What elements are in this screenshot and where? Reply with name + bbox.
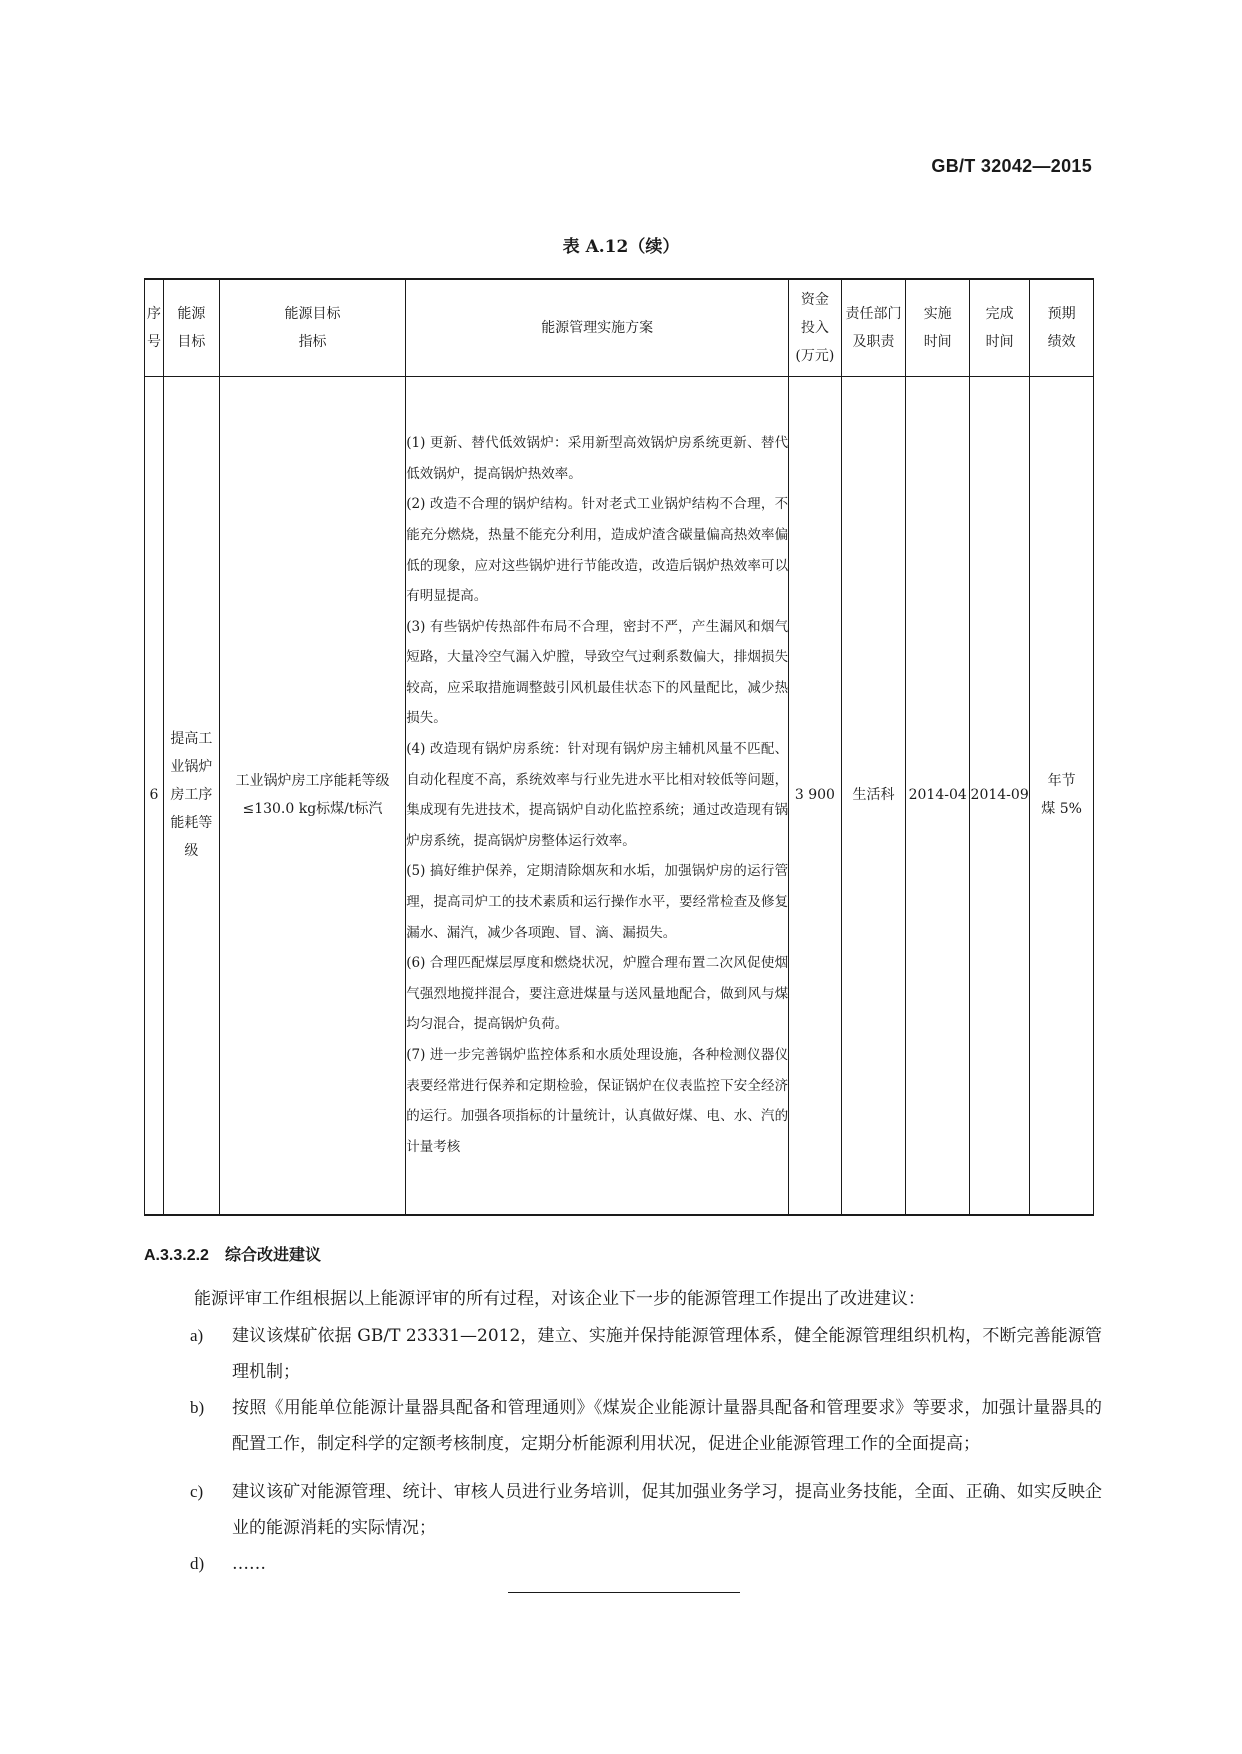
plan-item: (2) 改造不合理的锅炉结构。针对老式工业锅炉结构不合理，不能充分燃烧，热量不能充分利用，造成炉渣含碳量偏高热效率偏低的现象，应对这些锅炉进行节能改造，改造后锅炉热效率可以有明显提高。	[406, 496, 789, 605]
list-text: 按照《用能单位能源计量器具配备和管理通则》《煤炭企业能源计量器具配备和管理要求》等要求，加强计量器具的配置工作，制定科学的定额考核制度，定期分析能源利用状况，促进企业能源管理工作的全面提高；	[232, 1398, 1102, 1454]
col-header-department: 责任部门 及职责	[841, 279, 906, 376]
list-item	[190, 1318, 1102, 1390]
cell-department: 生活科	[841, 376, 906, 1215]
col-header-target: 能源目标 指标	[219, 279, 405, 376]
plan-item: (1) 更新、替代低效锅炉：采用新型高效锅炉房系统更新、替代低效锅炉，提高锅炉热效率。	[406, 435, 789, 482]
table-title: 表 A.12（续）	[562, 237, 680, 257]
cell-target: 工业锅炉房工序能耗等级 ≤130.0 kg标煤/t标汽	[219, 376, 405, 1215]
table-header-row	[145, 279, 1094, 376]
plan-item: (6) 合理匹配煤层厚度和燃烧状况，炉膛合理布置二次风促使烟气强烈地搅拌混合，要注意进煤量与送风量地配合，做到风与煤均匀混合，提高锅炉负荷。	[406, 955, 789, 1033]
section-number: A.3.3.2.2	[144, 1247, 209, 1264]
list-marker: b)	[190, 1398, 205, 1417]
energy-plan-table	[144, 278, 1094, 1216]
list-marker: a)	[190, 1326, 204, 1345]
standard-code: GB/T 32042—2015	[931, 156, 1092, 176]
end-rule	[508, 1592, 740, 1593]
table-row	[145, 376, 1094, 1215]
col-header-plan: 能源管理实施方案	[406, 279, 789, 376]
list-marker: d)	[190, 1554, 205, 1573]
plan-item: (7) 进一步完善锅炉监控体系和水质处理设施，各种检测仪器仪表要经常进行保养和定期检验，保证锅炉在仪表监控下安全经济的运行。加强各项指标的计量统计，认真做好煤、电、水、汽的计量考核	[406, 1047, 789, 1155]
list-text: 建议该煤矿依据 GB/T 23331—2012，建立、实施并保持能源管理体系，健全能源管理组织机构，不断完善能源管理机制；	[232, 1326, 1102, 1382]
col-header-performance: 预期 绩效	[1030, 279, 1094, 376]
list-text: 建议该矿对能源管理、统计、审核人员进行业务培训，促其加强业务学习，提高业务技能，全面、正确、如实反映企业的能源消耗的实际情况；	[232, 1482, 1102, 1538]
cell-start-date: 2014-04	[906, 376, 970, 1215]
cell-finish-date: 2014-09	[970, 376, 1030, 1215]
section-title: 综合改进建议	[224, 1245, 321, 1264]
cell-goal: 提高工 业锅炉 房工序 能耗等 级	[163, 376, 219, 1215]
col-header-start: 实施 时间	[906, 279, 970, 376]
cell-investment: 3 900	[789, 376, 841, 1215]
list-text: ……	[232, 1554, 266, 1574]
col-header-finish: 完成 时间	[970, 279, 1030, 376]
col-header-investment: 资金 投入 (万元)	[789, 279, 841, 376]
plan-item: (5) 搞好维护保养，定期清除烟灰和水垢，加强锅炉房的运行管理，提高司炉工的技术素质和运行操作水平，要经常检查及修复漏水、漏汽，减少各项跑、冒、滴、漏损失。	[406, 863, 789, 941]
col-header-goal: 能源 目标	[163, 279, 219, 376]
cell-no: 6	[145, 376, 164, 1215]
list-item	[190, 1474, 1102, 1546]
plan-item: (4) 改造现有锅炉房系统：针对现有锅炉房主辅机风量不匹配、自动化程度不高，系统效率与行业先进水平比相对较低等问题，集成现有先进技术，提高锅炉自动化监控系统；通过改造现有锅炉房系统，提高锅炉房整体运行效率。	[406, 741, 789, 849]
plan-item: (3) 有些锅炉传热部件布局不合理，密封不严，产生漏风和烟气短路，大量冷空气漏入炉膛，导致空气过剩系数偏大，排烟损失较高，应采取措施调整鼓引风机最佳状态下的风量配比，减少热损失。	[406, 618, 789, 727]
section-intro: 能源评审工作组根据以上能源评审的所有过程，对该企业下一步的能源管理工作提出了改进建议：	[194, 1289, 925, 1309]
list-marker: c)	[190, 1482, 204, 1501]
col-header-no: 序 号	[145, 279, 164, 376]
section-heading	[144, 1242, 321, 1265]
cell-performance: 年节 煤 5%	[1030, 376, 1094, 1215]
list-item	[190, 1390, 1102, 1462]
cell-plan	[406, 376, 789, 1215]
list-item	[190, 1546, 1102, 1582]
